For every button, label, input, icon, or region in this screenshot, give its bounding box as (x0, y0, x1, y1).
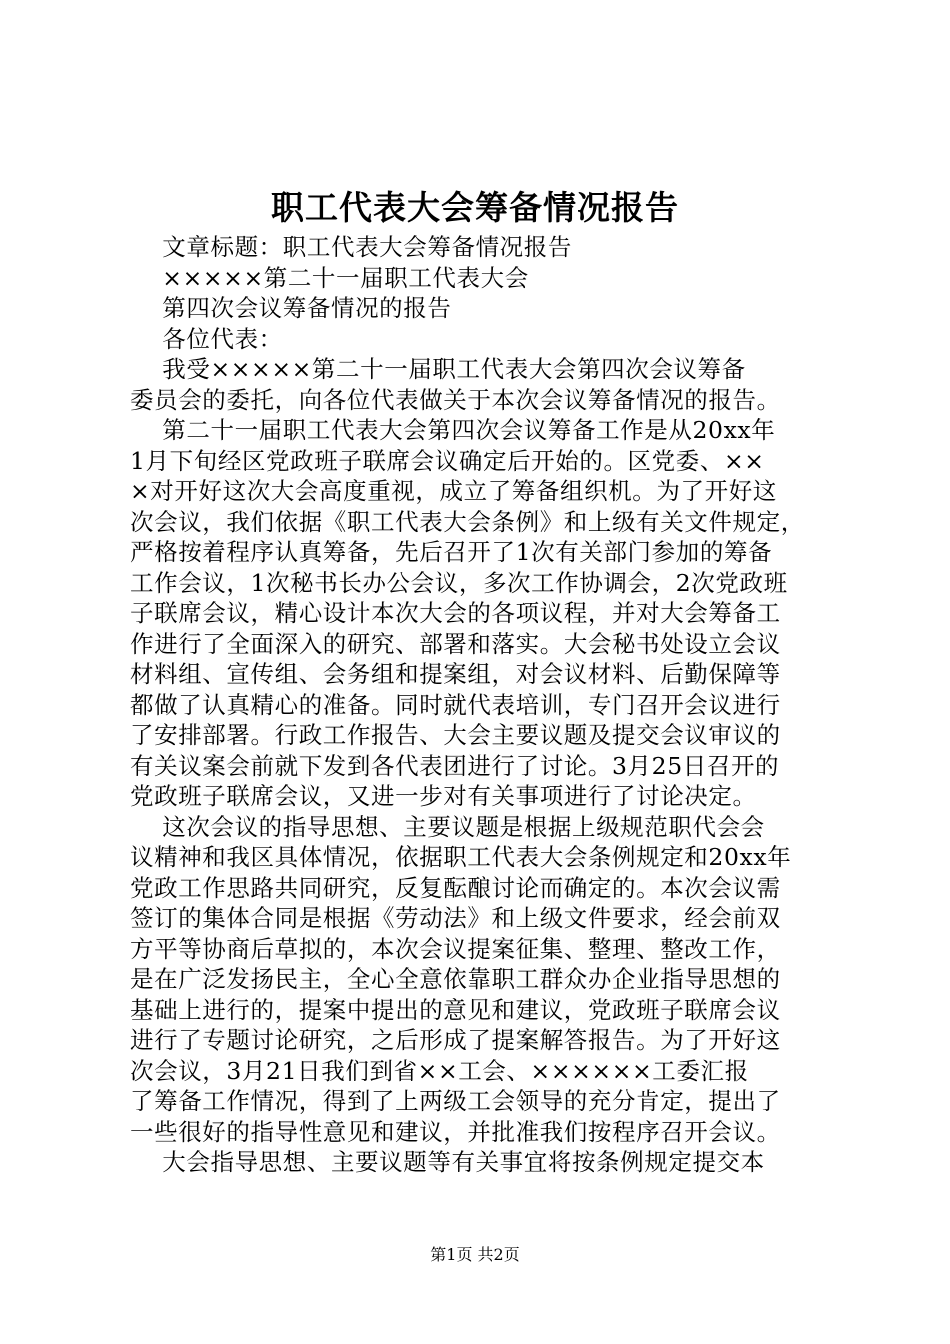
body-text-line: 工作会议，1次秘书长办公会议，多次工作协调会，2次党政班 (130, 568, 788, 597)
body-text-line: 大会指导思想、主要议题等有关事宜将按条例规定提交本 (130, 1148, 765, 1176)
body-text-line: 这次会议的指导思想、主要议题是根据上级规范职代会会 (130, 812, 765, 841)
body-text-line: 方平等协商后草拟的，本次会议提案征集、整理、整改工作， (130, 934, 781, 963)
body-text-line: 第二十一届职工代表大会第四次会议筹备工作是从20xx年 (130, 416, 776, 444)
body-text-line: ×××××第二十一届职工代表大会 (130, 263, 529, 292)
body-text-line: 作进行了全面深入的研究、部署和落实。大会秘书处设立会议 (130, 629, 781, 658)
body-text-line: 基础上进行的，提案中提出的意见和建议，党政班子联席会议 (130, 995, 781, 1024)
body-text-line: 是在广泛发扬民主，全心全意依靠职工群众办企业指导思想的 (130, 965, 781, 993)
document-title: 职工代表大会筹备情况报告 (271, 188, 679, 227)
body-text-line: ×对开好这次大会高度重视，成立了筹备组织机。为了开好这 (130, 477, 777, 505)
body-text-line: 党政班子联席会议，又进一步对有关事项进行了讨论决定。 (130, 782, 757, 810)
body-text-line: 了安排部署。行政工作报告、大会主要议题及提交会议审议的 (130, 721, 781, 749)
body-text-line: 议精神和我区具体情况，依据职工代表大会条例规定和20xx年 (130, 843, 792, 871)
body-text-line: 进行了专题讨论研究，之后形成了提案解答报告。为了开好这 (130, 1026, 781, 1054)
body-text-line: 次会议，3月21日我们到省××工会、××××××工委汇报 (130, 1056, 749, 1085)
body-text-line: 子联席会议，精心设计本次大会的各项议程，并对大会筹备工 (130, 599, 781, 627)
body-text-line: 了筹备工作情况，得到了上两级工会领导的充分肯定，提出了 (130, 1087, 781, 1115)
body-text-line: 委员会的委托，向各位代表做关于本次会议筹备情况的报告。 (130, 385, 781, 414)
body-text-line: 第四次会议筹备情况的报告 (130, 294, 452, 322)
body-text-line: 1月下旬经区党政班子联席会议确定后开始的。区党委、×× (130, 446, 765, 475)
document-body (130, 232, 830, 1178)
body-text-line: 签订的集体合同是根据《劳动法》和上级文件要求，经会前双 (130, 904, 781, 932)
body-text-line: 一些很好的指导性意见和建议，并批准我们按程序召开会议。 (130, 1117, 781, 1146)
body-text-line: 党政工作思路共同研究，反复酝酿讨论而确定的。本次会议需 (130, 873, 781, 902)
body-text-line: 严格按着程序认真筹备，先后召开了1次有关部门参加的筹备 (130, 538, 773, 566)
body-text-line: 有关议案会前就下发到各代表团进行了讨论。3月25日召开的 (130, 751, 780, 780)
body-text-line: 文章标题：职工代表大会筹备情况报告 (130, 233, 572, 261)
body-text-line: 次会议，我们依据《职工代表大会条例》和上级有关文件规定， (130, 507, 805, 536)
body-text-line: 我受×××××第二十一届职工代表大会第四次会议筹备 (130, 355, 746, 383)
body-text-line: 都做了认真精心的准备。同时就代表培训，专门召开会议进行 (130, 690, 781, 719)
page-footer: 第1页 共2页 (430, 1245, 520, 1264)
body-text-line: 各位代表： (130, 324, 283, 353)
body-text-line: 材料组、宣传组、会务组和提案组，对会议材料、后勤保障等 (130, 660, 781, 688)
